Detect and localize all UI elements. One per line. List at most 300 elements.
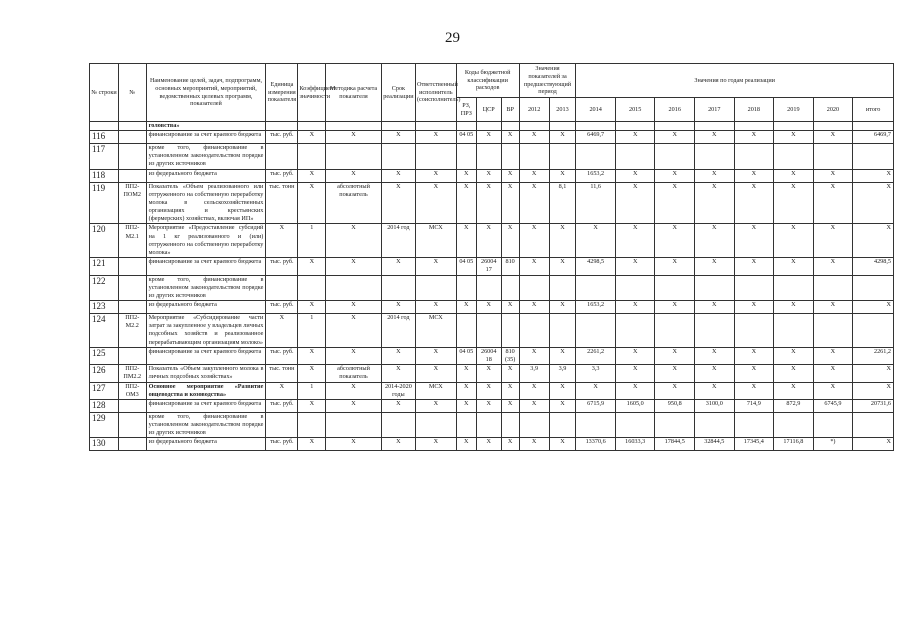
value-cell: 13370,6 — [576, 438, 616, 451]
row-number-cell: 128 — [90, 399, 119, 412]
value-cell: X — [416, 131, 457, 144]
value-cell: тыс. руб. — [266, 347, 298, 364]
value-cell: X — [774, 258, 814, 275]
code-cell — [118, 258, 146, 275]
code-cell — [118, 144, 146, 170]
code-cell — [118, 275, 146, 301]
value-cell: 2014-2020 годы — [381, 382, 415, 399]
value-cell: X — [615, 224, 655, 258]
value-cell: X — [456, 365, 476, 382]
name-cell: финансирование за счет краевого бюджета — [146, 347, 266, 364]
value-cell: тыс. руб. — [266, 169, 298, 182]
value-cell — [774, 412, 814, 438]
value-cell: X — [549, 382, 576, 399]
table-header — [90, 64, 894, 122]
value-cell: X — [576, 382, 616, 399]
table-row — [90, 412, 894, 438]
value-cell — [655, 412, 695, 438]
row-number-cell: 117 — [90, 144, 119, 170]
header-year-2018: 2018 — [734, 98, 774, 122]
value-cell: X — [655, 224, 695, 258]
header-year-2013: 2013 — [549, 98, 576, 122]
value-cell — [476, 144, 501, 170]
value-cell — [266, 275, 298, 301]
value-cell — [549, 122, 576, 131]
value-cell: X — [476, 382, 501, 399]
value-cell — [416, 144, 457, 170]
table-body — [90, 122, 894, 451]
value-cell — [734, 122, 774, 131]
value-cell: X — [615, 258, 655, 275]
value-cell: X — [655, 301, 695, 314]
value-cell — [813, 275, 853, 301]
value-cell: X — [476, 182, 501, 224]
value-cell: X — [326, 258, 382, 275]
value-cell — [298, 412, 326, 438]
value-cell — [519, 275, 549, 301]
value-cell — [734, 144, 774, 170]
value-cell: МСХ — [416, 314, 457, 348]
value-cell: 2014 год — [381, 314, 415, 348]
value-cell — [615, 412, 655, 438]
header-budget-codes: Коды бюджетной классификации расходов — [456, 64, 519, 98]
value-cell: 8,1 — [549, 182, 576, 224]
value-cell: X — [615, 347, 655, 364]
value-cell: X — [774, 347, 814, 364]
value-cell: X — [695, 347, 735, 364]
value-cell: X — [615, 182, 655, 224]
header-method: Методика расчета показателя — [326, 64, 382, 122]
value-cell: X — [615, 382, 655, 399]
value-cell: X — [734, 347, 774, 364]
value-cell: 32844,5 — [695, 438, 735, 451]
value-cell — [774, 275, 814, 301]
value-cell: тыс. тонн — [266, 365, 298, 382]
value-cell — [655, 314, 695, 348]
table-row — [90, 347, 894, 364]
value-cell: X — [381, 131, 415, 144]
name-cell: Показатель «Объем закупленного молока в личных подсобных хозяйствах» — [146, 365, 266, 382]
value-cell: X — [326, 382, 382, 399]
value-cell: X — [416, 399, 457, 412]
value-cell: X — [853, 438, 894, 451]
code-cell: ПП2-М2.1 — [118, 224, 146, 258]
value-cell — [734, 314, 774, 348]
value-cell: 2261,2 — [576, 347, 616, 364]
value-cell: 950,8 — [655, 399, 695, 412]
name-cell: Показатель «Объем реализованного или отгруженного на собственную переработку молока в сельскохозяйственных организациях и крестьянских (фермерских) хозяйствах, включая ИП» — [146, 182, 266, 224]
row-number-cell: 122 — [90, 275, 119, 301]
value-cell: X — [456, 169, 476, 182]
value-cell: X — [734, 382, 774, 399]
value-cell — [326, 275, 382, 301]
value-cell — [774, 314, 814, 348]
value-cell — [734, 412, 774, 438]
value-cell — [416, 275, 457, 301]
header-deadline: Срок реализации — [381, 64, 415, 122]
table-row — [90, 224, 894, 258]
name-cell: кроме того, финансирование в установленном законодательством порядке из других источников — [146, 275, 266, 301]
name-cell: финансирование за счет краевого бюджета — [146, 399, 266, 412]
value-cell: X — [298, 365, 326, 382]
name-cell: Мероприятие «Предоставление субсидий на 1 кг реализованного и (или) отгруженного на собственную переработку молока» — [146, 224, 266, 258]
value-cell: X — [326, 347, 382, 364]
value-cell — [476, 412, 501, 438]
value-cell: X — [326, 314, 382, 348]
value-cell: X — [695, 131, 735, 144]
value-cell: X — [774, 182, 814, 224]
value-cell: 04 05 — [456, 131, 476, 144]
row-number-cell: 120 — [90, 224, 119, 258]
row-number-cell: 126 — [90, 365, 119, 382]
value-cell — [853, 122, 894, 131]
row-number-cell: 130 — [90, 438, 119, 451]
value-cell — [456, 314, 476, 348]
table-row — [90, 169, 894, 182]
code-cell: ПП2-ОМ3 — [118, 382, 146, 399]
value-cell: X — [734, 301, 774, 314]
value-cell: X — [813, 365, 853, 382]
name-cell: финансирование за счет краевого бюджета — [146, 131, 266, 144]
value-cell — [381, 275, 415, 301]
value-cell: 1 — [298, 224, 326, 258]
value-cell: X — [695, 169, 735, 182]
value-cell — [615, 314, 655, 348]
header-csr: ЦСР — [476, 98, 501, 122]
program-indicators-table — [89, 63, 894, 451]
value-cell: тыс. руб. — [266, 301, 298, 314]
code-cell — [118, 399, 146, 412]
value-cell: X — [519, 169, 549, 182]
value-cell: X — [549, 224, 576, 258]
value-cell: 810 — [501, 258, 519, 275]
row-number-cell: 129 — [90, 412, 119, 438]
table-row — [90, 258, 894, 275]
value-cell — [576, 122, 616, 131]
table-row — [90, 314, 894, 348]
value-cell — [266, 122, 298, 131]
value-cell: X — [501, 301, 519, 314]
value-cell: X — [695, 301, 735, 314]
value-cell: X — [476, 301, 501, 314]
value-cell — [576, 144, 616, 170]
table-row — [90, 399, 894, 412]
value-cell: 1 — [298, 314, 326, 348]
value-cell: МСХ — [416, 224, 457, 258]
row-number-cell — [90, 122, 119, 131]
value-cell: 26004 18 — [476, 347, 501, 364]
value-cell — [813, 144, 853, 170]
value-cell: X — [416, 182, 457, 224]
value-cell — [501, 412, 519, 438]
value-cell: X — [853, 224, 894, 258]
value-cell: X — [549, 301, 576, 314]
value-cell: X — [695, 365, 735, 382]
value-cell: X — [266, 314, 298, 348]
value-cell: 2014 год — [381, 224, 415, 258]
value-cell: X — [813, 182, 853, 224]
value-cell — [774, 122, 814, 131]
value-cell: X — [549, 131, 576, 144]
value-cell — [549, 144, 576, 170]
value-cell: X — [381, 399, 415, 412]
value-cell: X — [298, 438, 326, 451]
value-cell: X — [734, 182, 774, 224]
header-year-2015: 2015 — [615, 98, 655, 122]
code-cell — [118, 347, 146, 364]
value-cell: 6469,7 — [576, 131, 616, 144]
code-cell: ПП2-ПОМ2 — [118, 182, 146, 224]
value-cell: X — [298, 399, 326, 412]
value-cell: 4298,5 — [853, 258, 894, 275]
value-cell: X — [519, 347, 549, 364]
value-cell: X — [734, 365, 774, 382]
value-cell: X — [695, 258, 735, 275]
name-cell: кроме того, финансирование в установленном законодательством порядке из других источников — [146, 412, 266, 438]
value-cell — [734, 275, 774, 301]
value-cell: X — [519, 224, 549, 258]
row-number-cell: 121 — [90, 258, 119, 275]
value-cell: 04 05 — [456, 258, 476, 275]
value-cell: 11,6 — [576, 182, 616, 224]
header-values-years: Значения по годам реализации — [576, 64, 894, 98]
value-cell — [381, 412, 415, 438]
value-cell — [501, 314, 519, 348]
value-cell: тыс. руб. — [266, 438, 298, 451]
value-cell: 2261,2 — [853, 347, 894, 364]
value-cell: X — [266, 382, 298, 399]
value-cell — [695, 122, 735, 131]
value-cell: X — [655, 382, 695, 399]
name-cell: из федерального бюджета — [146, 438, 266, 451]
header-year-2012: 2012 — [519, 98, 549, 122]
value-cell — [456, 144, 476, 170]
value-cell: X — [774, 169, 814, 182]
value-cell: X — [519, 301, 549, 314]
code-cell — [118, 122, 146, 131]
header-year-2014: 2014 — [576, 98, 616, 122]
value-cell: 6715,9 — [576, 399, 616, 412]
value-cell: X — [298, 131, 326, 144]
value-cell — [519, 122, 549, 131]
value-cell: X — [774, 224, 814, 258]
table-row — [90, 365, 894, 382]
value-cell: X — [519, 258, 549, 275]
value-cell — [615, 122, 655, 131]
row-number-cell: 124 — [90, 314, 119, 348]
value-cell: X — [501, 131, 519, 144]
value-cell — [813, 122, 853, 131]
value-cell — [655, 144, 695, 170]
header-coefficient: Коэффициент значимости — [298, 64, 326, 122]
value-cell: X — [519, 131, 549, 144]
value-cell: 6745,9 — [813, 399, 853, 412]
value-cell: 3,9 — [549, 365, 576, 382]
value-cell: X — [655, 258, 695, 275]
value-cell: X — [476, 131, 501, 144]
row-number-cell: 123 — [90, 301, 119, 314]
value-cell — [853, 314, 894, 348]
value-cell: X — [416, 169, 457, 182]
header-unit: Единица измерения показателя — [266, 64, 298, 122]
value-cell: X — [519, 438, 549, 451]
value-cell: 1605,0 — [615, 399, 655, 412]
value-cell: X — [501, 438, 519, 451]
value-cell: 04 05 — [456, 347, 476, 364]
value-cell: X — [549, 438, 576, 451]
value-cell: X — [774, 365, 814, 382]
value-cell: X — [774, 301, 814, 314]
value-cell: X — [853, 301, 894, 314]
value-cell — [853, 275, 894, 301]
value-cell: X — [476, 365, 501, 382]
value-cell: X — [813, 169, 853, 182]
value-cell: X — [519, 382, 549, 399]
value-cell — [326, 122, 382, 131]
value-cell: МСХ — [416, 382, 457, 399]
value-cell: X — [853, 182, 894, 224]
value-cell: X — [853, 382, 894, 399]
value-cell — [476, 314, 501, 348]
value-cell: 1 — [298, 382, 326, 399]
value-cell: 20731,6 — [853, 399, 894, 412]
value-cell: X — [326, 301, 382, 314]
value-cell — [774, 144, 814, 170]
name-cell: из федерального бюджета — [146, 169, 266, 182]
value-cell — [326, 412, 382, 438]
value-cell: абсолютный показатель — [326, 182, 382, 224]
value-cell: 16033,3 — [615, 438, 655, 451]
value-cell: X — [456, 224, 476, 258]
value-cell: тыс. руб. — [266, 258, 298, 275]
value-cell — [853, 144, 894, 170]
value-cell — [615, 275, 655, 301]
value-cell: 17844,5 — [655, 438, 695, 451]
value-cell: X — [501, 382, 519, 399]
value-cell — [298, 144, 326, 170]
value-cell: X — [326, 224, 382, 258]
page-number: 29 — [445, 30, 460, 46]
value-cell: X — [774, 382, 814, 399]
value-cell: X — [655, 347, 695, 364]
table-row — [90, 275, 894, 301]
value-cell: X — [476, 438, 501, 451]
header-total: итого — [853, 98, 894, 122]
header-number: № — [118, 64, 146, 122]
code-cell — [118, 169, 146, 182]
value-cell: X — [456, 301, 476, 314]
value-cell: X — [326, 169, 382, 182]
value-cell — [549, 314, 576, 348]
value-cell: X — [381, 438, 415, 451]
value-cell: X — [813, 301, 853, 314]
value-cell: X — [695, 382, 735, 399]
value-cell — [615, 144, 655, 170]
code-cell — [118, 301, 146, 314]
code-cell — [118, 131, 146, 144]
header-year-2019: 2019 — [774, 98, 814, 122]
value-cell: X — [456, 382, 476, 399]
value-cell — [549, 275, 576, 301]
value-cell — [519, 314, 549, 348]
value-cell: X — [501, 224, 519, 258]
value-cell: X — [655, 169, 695, 182]
value-cell — [576, 275, 616, 301]
code-cell: ПП2-М2.2 — [118, 314, 146, 348]
header-row-number: № строки — [90, 64, 119, 122]
value-cell: 872,9 — [774, 399, 814, 412]
value-cell: 1653,2 — [576, 169, 616, 182]
value-cell: X — [774, 131, 814, 144]
value-cell — [456, 122, 476, 131]
value-cell — [695, 412, 735, 438]
value-cell — [695, 144, 735, 170]
name-cell: из федерального бюджета — [146, 301, 266, 314]
value-cell: 3,9 — [519, 365, 549, 382]
value-cell — [298, 275, 326, 301]
value-cell: 17345,4 — [734, 438, 774, 451]
value-cell: X — [549, 169, 576, 182]
value-cell — [266, 144, 298, 170]
value-cell: X — [549, 347, 576, 364]
value-cell: X — [416, 347, 457, 364]
value-cell: X — [416, 365, 457, 382]
value-cell: абсолютный показатель — [326, 365, 382, 382]
value-cell: X — [381, 169, 415, 182]
value-cell: X — [813, 347, 853, 364]
value-cell: X — [655, 182, 695, 224]
value-cell — [381, 144, 415, 170]
value-cell — [266, 412, 298, 438]
value-cell: X — [266, 224, 298, 258]
value-cell: X — [456, 438, 476, 451]
table-row — [90, 382, 894, 399]
value-cell: X — [416, 438, 457, 451]
value-cell: X — [298, 347, 326, 364]
value-cell — [695, 275, 735, 301]
value-cell — [298, 122, 326, 131]
header-executor: Ответственный исполнитель (соисполнитель) — [416, 64, 457, 122]
value-cell: X — [381, 365, 415, 382]
header-values-prev: Значения показателей за предшествующий период — [519, 64, 576, 98]
value-cell: 1653,2 — [576, 301, 616, 314]
value-cell: X — [549, 258, 576, 275]
value-cell: X — [326, 131, 382, 144]
value-cell — [695, 314, 735, 348]
code-cell: ПП2-ПМ2.2 — [118, 365, 146, 382]
value-cell — [519, 412, 549, 438]
value-cell: X — [813, 131, 853, 144]
value-cell: X — [615, 301, 655, 314]
value-cell: X — [853, 169, 894, 182]
value-cell: X — [695, 224, 735, 258]
value-cell: X — [456, 399, 476, 412]
value-cell: тыс. тонн — [266, 182, 298, 224]
value-cell — [381, 122, 415, 131]
value-cell: X — [476, 399, 501, 412]
value-cell: X — [381, 301, 415, 314]
value-cell — [416, 412, 457, 438]
value-cell: X — [326, 438, 382, 451]
value-cell — [813, 412, 853, 438]
value-cell: X — [655, 131, 695, 144]
value-cell: 6469,7 — [853, 131, 894, 144]
value-cell: X — [298, 258, 326, 275]
value-cell: 810 (35) — [501, 347, 519, 364]
value-cell: X — [734, 131, 774, 144]
value-cell: X — [501, 399, 519, 412]
value-cell: X — [576, 224, 616, 258]
